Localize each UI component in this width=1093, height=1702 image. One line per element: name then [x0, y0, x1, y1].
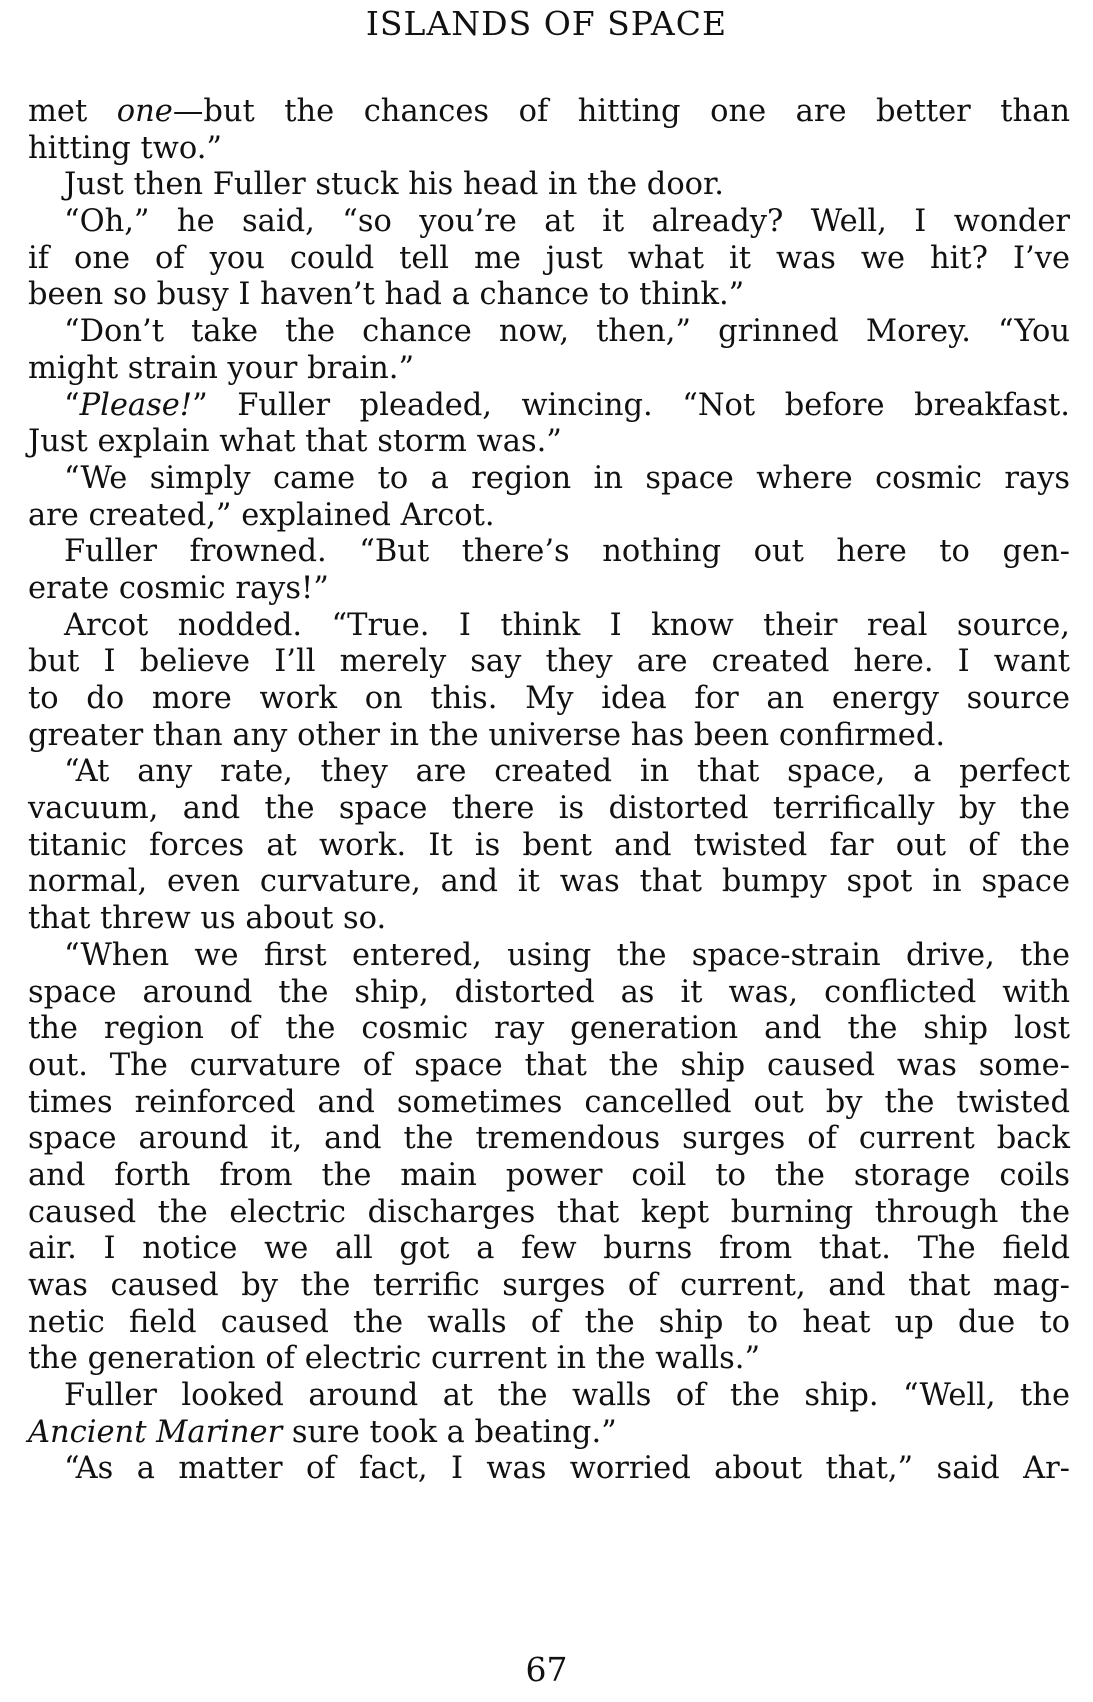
text-segment: “ — [64, 387, 80, 423]
body-text — [28, 94, 1070, 1488]
text-segment: Fuller looked around at the walls of the ship. “Well, the — [64, 1378, 1070, 1414]
text-segment: the generation of electric current in the walls.” — [28, 1341, 761, 1377]
text-segment: Arcot nodded. “True. I think I know their real source, — [64, 607, 1070, 643]
text-segment: space around it, and the tremendous surges of current back — [28, 1121, 1070, 1157]
text-segment: if one of you could tell me just what it was we hit? I’ve — [28, 240, 1070, 276]
text-segment: times reinforced and sometimes cancelled out by the twisted — [28, 1084, 1070, 1120]
text-segment: space around the ship, distorted as it was, conflicted with — [28, 974, 1070, 1010]
italic-text: one — [116, 94, 173, 129]
text-segment: titanic forces at work. It is bent and twisted far out of the — [28, 827, 1070, 863]
text-line — [28, 1011, 1070, 1048]
text-line — [28, 1378, 1070, 1415]
text-line — [28, 131, 1070, 168]
text-line — [28, 534, 1070, 571]
text-line — [28, 167, 1070, 204]
text-line — [28, 791, 1070, 828]
text-segment: “Don’t take the chance now, then,” grinned Morey. “You — [64, 314, 1070, 350]
text-segment: Just then Fuller stuck his head in the door. — [64, 167, 724, 203]
text-segment: air. I notice we all got a few burns from that. The field — [28, 1231, 1070, 1267]
text-segment: “As a matter of fact, I was worried about that,” said Ar- — [64, 1451, 1070, 1487]
text-line — [28, 828, 1070, 865]
text-line — [28, 94, 1070, 131]
text-line — [28, 424, 1070, 461]
italic-text: Ancient Mariner — [28, 1414, 283, 1450]
text-line — [28, 718, 1070, 755]
text-segment: Just explain what that storm was.” — [28, 424, 562, 460]
text-line — [28, 571, 1070, 608]
text-segment: sure took a beating.” — [282, 1414, 617, 1450]
text-line — [28, 608, 1070, 645]
text-segment: that threw us about so. — [28, 901, 387, 937]
text-segment: “Oh,” he said, “so you’re at it already? Well, I wonder — [64, 204, 1070, 240]
text-line — [28, 1415, 1070, 1452]
text-line — [28, 1121, 1070, 1158]
text-line — [28, 975, 1070, 1012]
text-segment: the region of the cosmic ray generation and the ship lost — [28, 1011, 1070, 1047]
text-segment: “We simply came to a region in space where cosmic rays — [64, 460, 1070, 496]
text-line — [28, 1305, 1070, 1342]
text-line — [28, 644, 1070, 681]
text-line — [28, 351, 1070, 388]
text-segment: caused the electric discharges that kept burning through the — [28, 1194, 1070, 1230]
text-line — [28, 901, 1070, 938]
text-segment: vacuum, and the space there is distorted terrifically by the — [28, 791, 1070, 827]
page-number: 67 — [525, 1650, 568, 1689]
text-segment: ” Fuller pleaded, wincing. “Not before breakfast. — [192, 387, 1070, 423]
text-line — [28, 241, 1070, 278]
text-line — [28, 204, 1070, 241]
text-line — [28, 1158, 1070, 1195]
text-segment: erate cosmic rays!” — [28, 570, 329, 606]
text-segment: Fuller frowned. “But there’s nothing out here to gen- — [64, 534, 1070, 570]
text-segment: been so busy I haven’t had a chance to think.” — [28, 277, 745, 313]
text-segment: greater than any other in the universe has been confirmed. — [28, 717, 946, 753]
text-segment: netic field caused the walls of the ship to heat up due to — [28, 1304, 1070, 1340]
text-line — [28, 754, 1070, 791]
text-line — [28, 314, 1070, 351]
text-line — [28, 681, 1070, 718]
text-line — [28, 498, 1070, 535]
text-segment: hitting two.” — [28, 130, 223, 166]
text-segment: —but the chances of hitting one are better than — [172, 94, 1070, 129]
text-line — [28, 1195, 1070, 1232]
text-line — [28, 388, 1070, 425]
text-line — [28, 277, 1070, 314]
text-line — [28, 864, 1070, 901]
text-line — [28, 1341, 1070, 1378]
text-segment: out. The curvature of space that the ship caused was some- — [28, 1047, 1070, 1083]
text-segment: are created,” explained Arcot. — [28, 497, 495, 533]
text-segment: “When we first entered, using the space-strain drive, the — [64, 937, 1070, 973]
text-line — [28, 1268, 1070, 1305]
text-segment: to do more work on this. My idea for an energy source — [28, 681, 1070, 716]
text-segment: “At any rate, they are created in that space, a perfect — [64, 754, 1070, 790]
text-line — [28, 461, 1070, 498]
text-line — [28, 938, 1070, 975]
text-line — [28, 1048, 1070, 1085]
text-line — [28, 1231, 1070, 1268]
text-segment: and forth from the main power coil to the storage coils — [28, 1157, 1070, 1193]
text-segment: but I believe I’ll merely say they are created here. I want — [28, 644, 1070, 680]
text-line — [28, 1085, 1070, 1122]
text-segment: met — [28, 94, 117, 129]
italic-text: Please! — [79, 387, 193, 423]
text-segment: might strain your brain.” — [28, 350, 415, 386]
text-line — [28, 1451, 1070, 1488]
text-segment: was caused by the terrific surges of current, and that mag- — [28, 1268, 1070, 1303]
text-segment: normal, even curvature, and it was that bumpy spot in space — [28, 864, 1070, 900]
running-head: ISLANDS OF SPACE — [365, 4, 728, 43]
